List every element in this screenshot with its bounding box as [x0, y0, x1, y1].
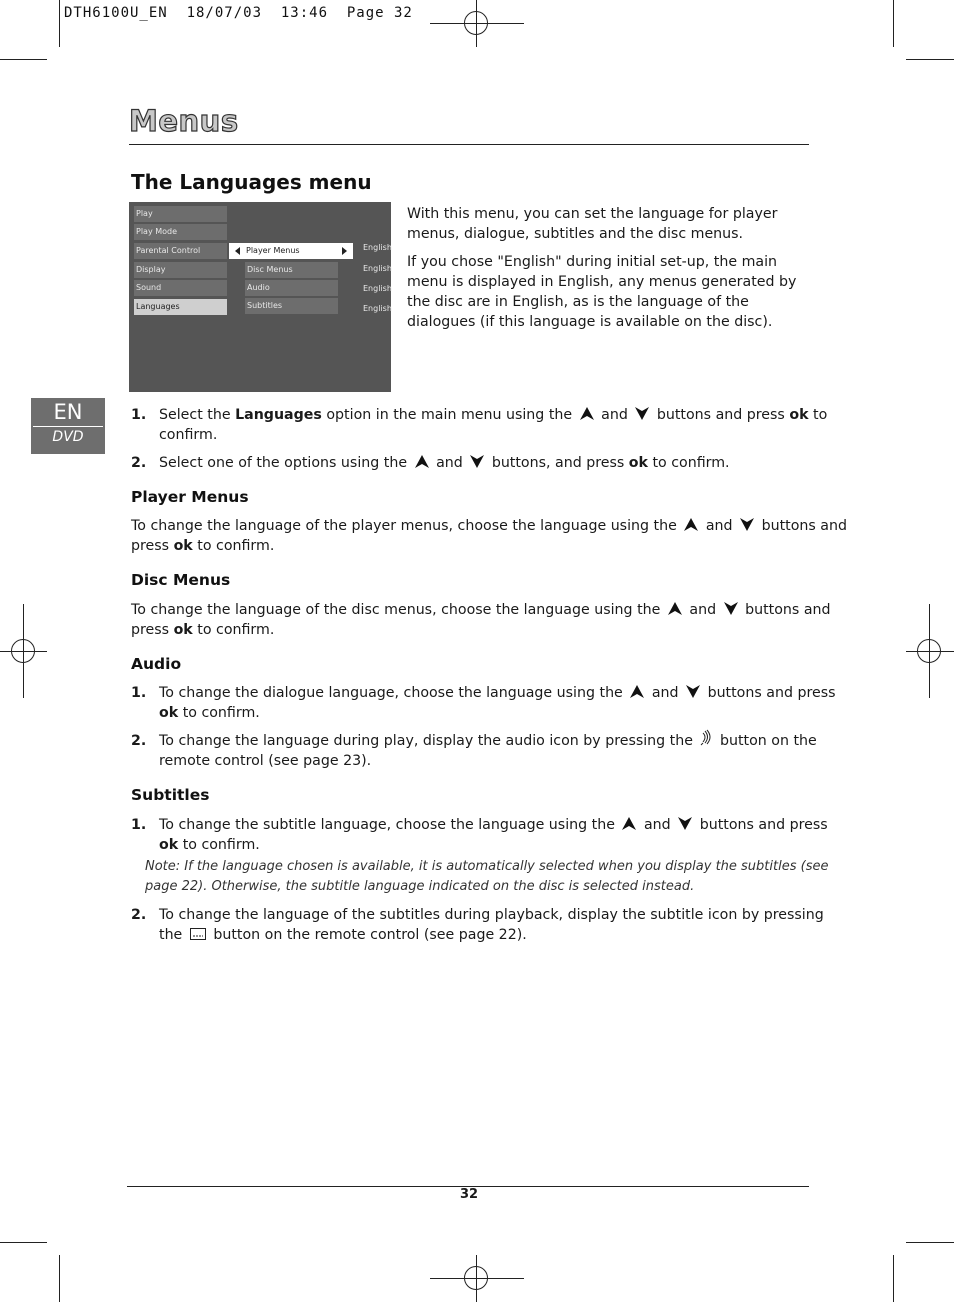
step-2-text: Select one of the options using the and buttons, and press ok to confirm.: [159, 455, 730, 471]
down-arrow-icon: [635, 407, 649, 420]
step-number: 2.: [131, 907, 147, 923]
down-arrow-icon: [724, 602, 738, 615]
disc-menus-heading: Disc Menus: [131, 571, 231, 589]
menu-value-subtitles: English: [363, 304, 392, 313]
sub-menu-item-disc-menus: Disc Menus: [245, 262, 338, 278]
menu-value-disc-menus: English: [363, 264, 392, 273]
section-code: DVD: [52, 429, 84, 445]
player-menus-heading: Player Menus: [131, 488, 249, 506]
subtitle-icon: [190, 928, 206, 940]
sub-menu-item-subtitles: Subtitles: [245, 298, 338, 314]
sub-menu-item-audio: Audio: [245, 280, 338, 296]
step-number: 2.: [131, 455, 147, 471]
section-title: The Languages menu: [131, 170, 372, 194]
page-title: Menus: [129, 104, 239, 138]
main-menu-item-parental-control: Parental Control: [134, 243, 227, 259]
languages-menu-screenshot: [129, 202, 391, 392]
menu-value-player-menus: English: [363, 243, 392, 252]
chevron-left-icon: [235, 247, 240, 255]
disc-menus-line-1: To change the language of the disc menus, choose the language using the and buttons and: [131, 602, 831, 618]
disc-menus-line-2: press ok to confirm.: [131, 622, 275, 638]
up-arrow-icon: [415, 455, 429, 468]
player-menus-line-1: To change the language of the player menus, choose the language using the and buttons and: [131, 518, 847, 534]
subtitles-step-1-text: To change the subtitle language, choose the language using the and buttons and press: [159, 817, 828, 833]
menu-value-audio: English: [363, 284, 392, 293]
title-rule: [129, 144, 809, 145]
language-code: EN: [53, 400, 83, 424]
intro-paragraph-2: If you chose "English" during initial set-up, the main menu is displayed in English, any menus generated by the disc are in English, as is the language of the dialogues (if this language is available on the disc).: [407, 254, 797, 330]
page-number: 32: [459, 1187, 479, 1202]
tab-divider: [33, 426, 103, 427]
step-1-line-2: confirm.: [159, 427, 218, 443]
subtitles-step-2-text: To change the language of the subtitles during playback, display the subtitle icon by pressing: [159, 907, 824, 923]
main-menu-item-languages: Languages: [134, 299, 227, 315]
print-slug: DTH6100U_EN 18/07/03 13:46 Page 32: [64, 5, 413, 21]
subtitles-heading: Subtitles: [131, 786, 210, 804]
main-menu-item-display: Display: [134, 262, 227, 278]
audio-step-1-text: To change the dialogue language, choose the language using the and buttons and press: [159, 685, 836, 701]
subtitles-step-2-line-2: the button on the remote control (see page 22).: [159, 927, 527, 943]
up-arrow-icon: [684, 518, 698, 531]
up-arrow-icon: [580, 407, 594, 420]
audio-heading: Audio: [131, 655, 182, 673]
down-arrow-icon: [470, 455, 484, 468]
audio-step-1-line-2: ok to confirm.: [159, 705, 260, 721]
down-arrow-icon: [686, 685, 700, 698]
language-section-tab: [31, 398, 105, 454]
step-number: 1.: [131, 685, 147, 701]
subtitles-note-line-1: Note: If the language chosen is available, it is automatically selected when you display the subtitles (see: [145, 859, 829, 874]
audio-icon: [699, 729, 713, 747]
audio-step-2-line-2: remote control (see page 23).: [159, 753, 372, 769]
step-number: 2.: [131, 733, 147, 749]
up-arrow-icon: [668, 602, 682, 615]
main-menu-item-play: Play: [134, 206, 227, 222]
down-arrow-icon: [740, 518, 754, 531]
intro-paragraph-1: With this menu, you can set the language for player menus, dialogue, subtitles and the disc menus.: [407, 206, 778, 242]
up-arrow-icon: [630, 685, 644, 698]
audio-step-2-text: To change the language during play, display the audio icon by pressing the button on the: [159, 731, 817, 751]
subtitles-note-line-2: page 22). Otherwise, the subtitle language indicated on the disc is selected instead.: [145, 879, 695, 894]
chevron-right-icon: [342, 247, 347, 255]
up-arrow-icon: [622, 817, 636, 830]
down-arrow-icon: [678, 817, 692, 830]
main-menu-item-play-mode: Play Mode: [134, 224, 227, 240]
step-1-text: Select the Languages option in the main menu using the and buttons and press ok to: [159, 407, 828, 423]
sub-menu-item-label: Player Menus: [246, 246, 300, 255]
step-number: 1.: [131, 817, 147, 833]
subtitles-step-1-line-2: ok to confirm.: [159, 837, 260, 853]
player-menus-line-2: press ok to confirm.: [131, 538, 275, 554]
step-number: 1.: [131, 407, 147, 423]
sub-menu-item-player-menus: [229, 243, 353, 259]
main-menu-item-sound: Sound: [134, 280, 227, 296]
